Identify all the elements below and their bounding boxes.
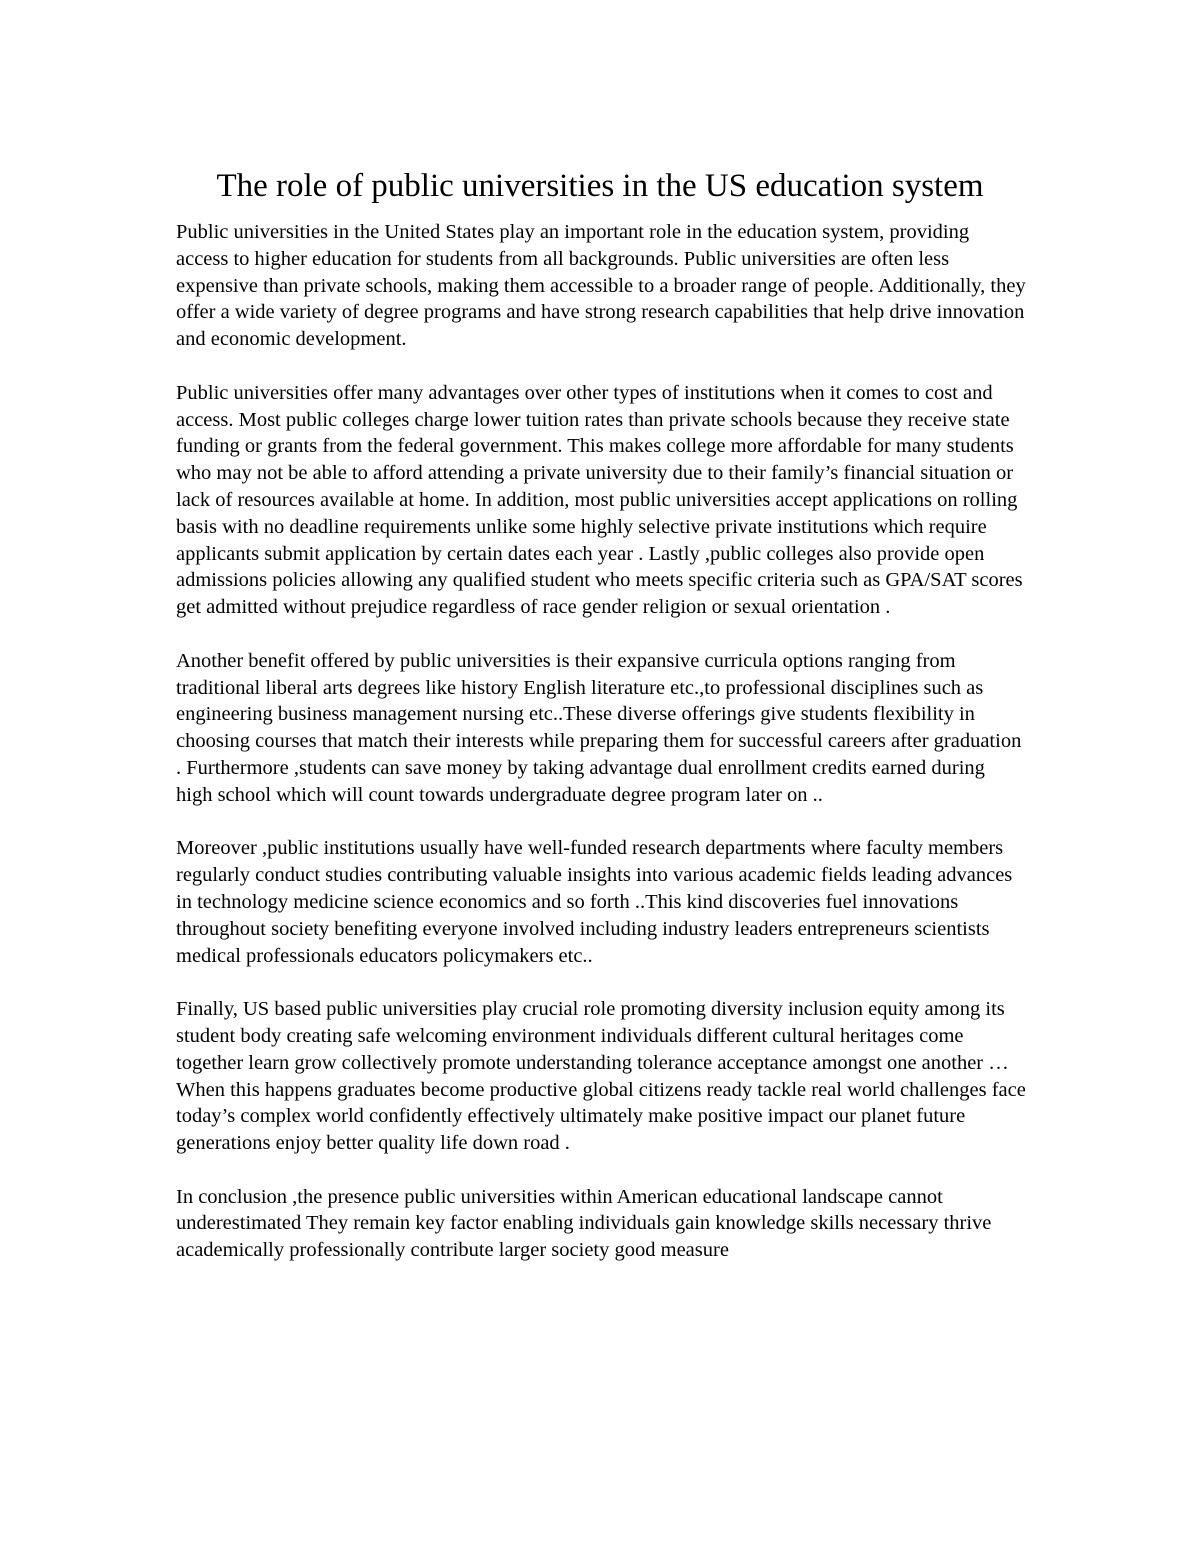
- document-title: The role of public universities in the US education system: [216, 168, 984, 204]
- paragraph-conclusion: In conclusion ,the presence public universities within American educational landscape cannot underestimated They remain key factor enabling individuals gain knowledge skills necessary thrive academically professionally contribute larger society good measure: [176, 1185, 992, 1262]
- document-body: [176, 219, 1026, 1264]
- paragraph-cost-access: Public universities offer many advantages over other types of institutions when it comes to cost and access. Most public colleges charge lower tuition rates than private schools because they receive state funding or grants from the federal government. This makes college more affordable for many students who may not be able to afford attending a private university due to their family’s financial situation or lack of resources available at home. In addition, most public universities accept applications on rolling basis with no deadline requirements unlike some highly selective private institutions which require applicants submit application by certain dates each year . Lastly ,public colleges also provide open admissions policies allowing any qualified student who meets specific criteria such as GPA/SAT scores get admitted without prejudice regardless of race gender religion or sexual orientation .: [176, 381, 1023, 619]
- paragraph-intro: Public universities in the United States play an important role in the education system, providing access to higher education for students from all backgrounds. Public universities are often less expensive than private schools, making them accessible to a broader range of people. Additionally, they offer a wide variety of degree programs and have strong research capabilities that help drive innovation and economic development.: [176, 221, 1026, 351]
- paragraph-curricula: Another benefit offered by public universities is their expansive curricula options ranging from traditional liberal arts degrees like history English literature etc.,to professional disciplines such as engineering business management nursing etc..These diverse offerings give students flexibility in choosing courses that match their interests while preparing them for successful careers after graduation . Furthermore ,students can save money by taking advantage dual enrollment credits earned during high school which will count towards undergraduate degree program later on ..: [176, 649, 1022, 806]
- paragraph-diversity: Finally, US based public universities play crucial role promoting diversity inclusion equity among its student body creating safe welcoming environment individuals different cultural heritages come together learn grow collectively promote understanding tolerance acceptance amongst one another …When this happens graduates become productive global citizens ready tackle real world challenges face today’s complex world confidently effectively ultimately make positive impact our planet future generations enjoy better quality life down road .: [176, 998, 1026, 1155]
- paragraph-research: Moreover ,public institutions usually have well-funded research departments where faculty members regularly conduct studies contributing valuable insights into various academic fields leading advances in technology medicine science economics and so forth ..This kind discoveries fuel innovations throughout society benefiting everyone involved including industry leaders entrepreneurs scientists medical professionals educators policymakers etc..: [176, 837, 1013, 967]
